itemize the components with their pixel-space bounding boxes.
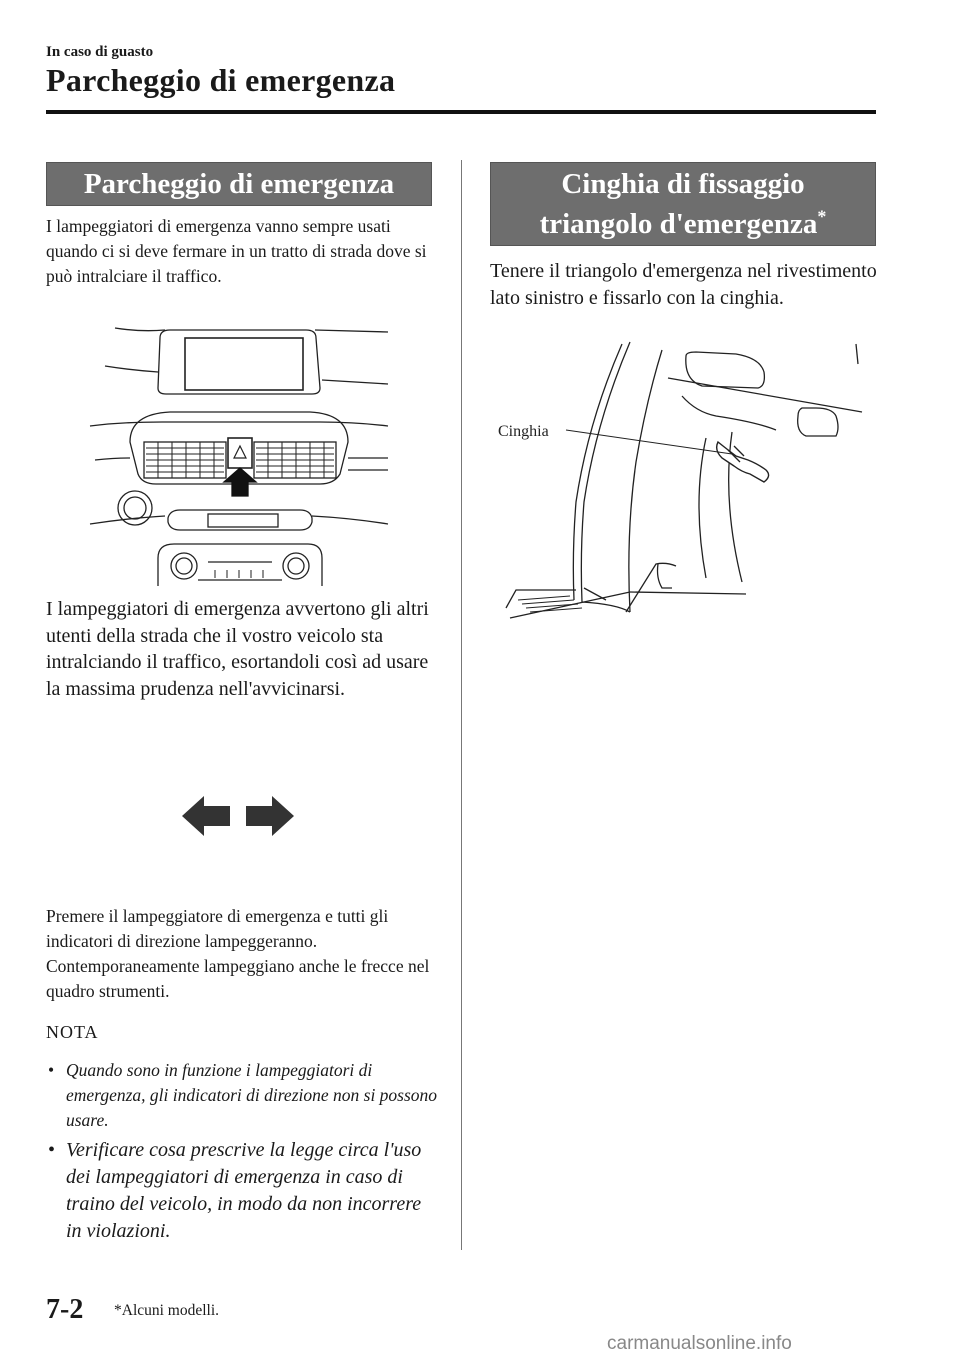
note-text: Verificare cosa prescrive la legge circa l'uso dei lampeggiatori di emergenza in caso di traino del veicolo, in modo da non incorrere in violazioni. [66,1139,422,1242]
left-arrow-icon [182,796,230,836]
notes-list [46,1058,441,1245]
dashboard-hazard-illustration [90,318,390,588]
bullet-icon: • [48,1139,56,1161]
header-rule [46,110,876,114]
trunk-strap-illustration [496,342,868,628]
triangle-instruction-paragraph: Tenere il triangolo d'emergenza nel rivestimento lato sinistro e fissarlo con la cinghia. [490,260,877,309]
section-heading-strap [490,162,876,246]
section-heading-line2: triangolo d'emergenza* [539,206,827,240]
section-heading-emergency-parking: Parcheggio di emergenza [46,162,432,206]
note-text: Quando sono in funzione i lampeggiatori di emergenza, gli indicatori di direzione non si possono usare. [66,1060,438,1130]
column-divider [461,160,462,1250]
warning-paragraph: I lampeggiatori di emergenza avvertono gli altri utenti della strada che il vostro veicolo sta intralciando il traffico, esortandoli così ad usare la massima prudenza nell'avvicinarsi. [46,598,429,700]
chapter-title: In caso di guasto [46,44,154,60]
note-item [46,1058,441,1133]
intro-paragraph: I lampeggiatori di emergenza vanno sempre usati quando ci si deve fermare in un tratto di strada dove si può intralciare il traffico. [46,216,427,286]
page-title: Parcheggio di emergenza [46,62,396,98]
section-heading-line1: Cinghia di fissaggio [561,168,805,200]
note-item [46,1137,441,1245]
turn-signal-arrows-icon [182,796,294,836]
right-arrow-icon [246,796,294,836]
note-heading: NOTA [46,1022,99,1042]
page-number: 7-2 [46,1294,84,1325]
strap-callout-label: Cinghia [498,423,549,440]
some-models-asterisk: * [817,206,827,227]
press-instruction-paragraph: Premere il lampeggiatore di emergenza e tutti gli indicatori di direzione lampeggeranno. Contemporaneamente lampeggiano anche le frecce nel quadro strumenti. [46,906,430,1001]
bullet-icon: • [48,1060,55,1080]
footnote: *Alcuni modelli. [114,1302,220,1319]
watermark: carmanualsonline.info [607,1333,792,1354]
